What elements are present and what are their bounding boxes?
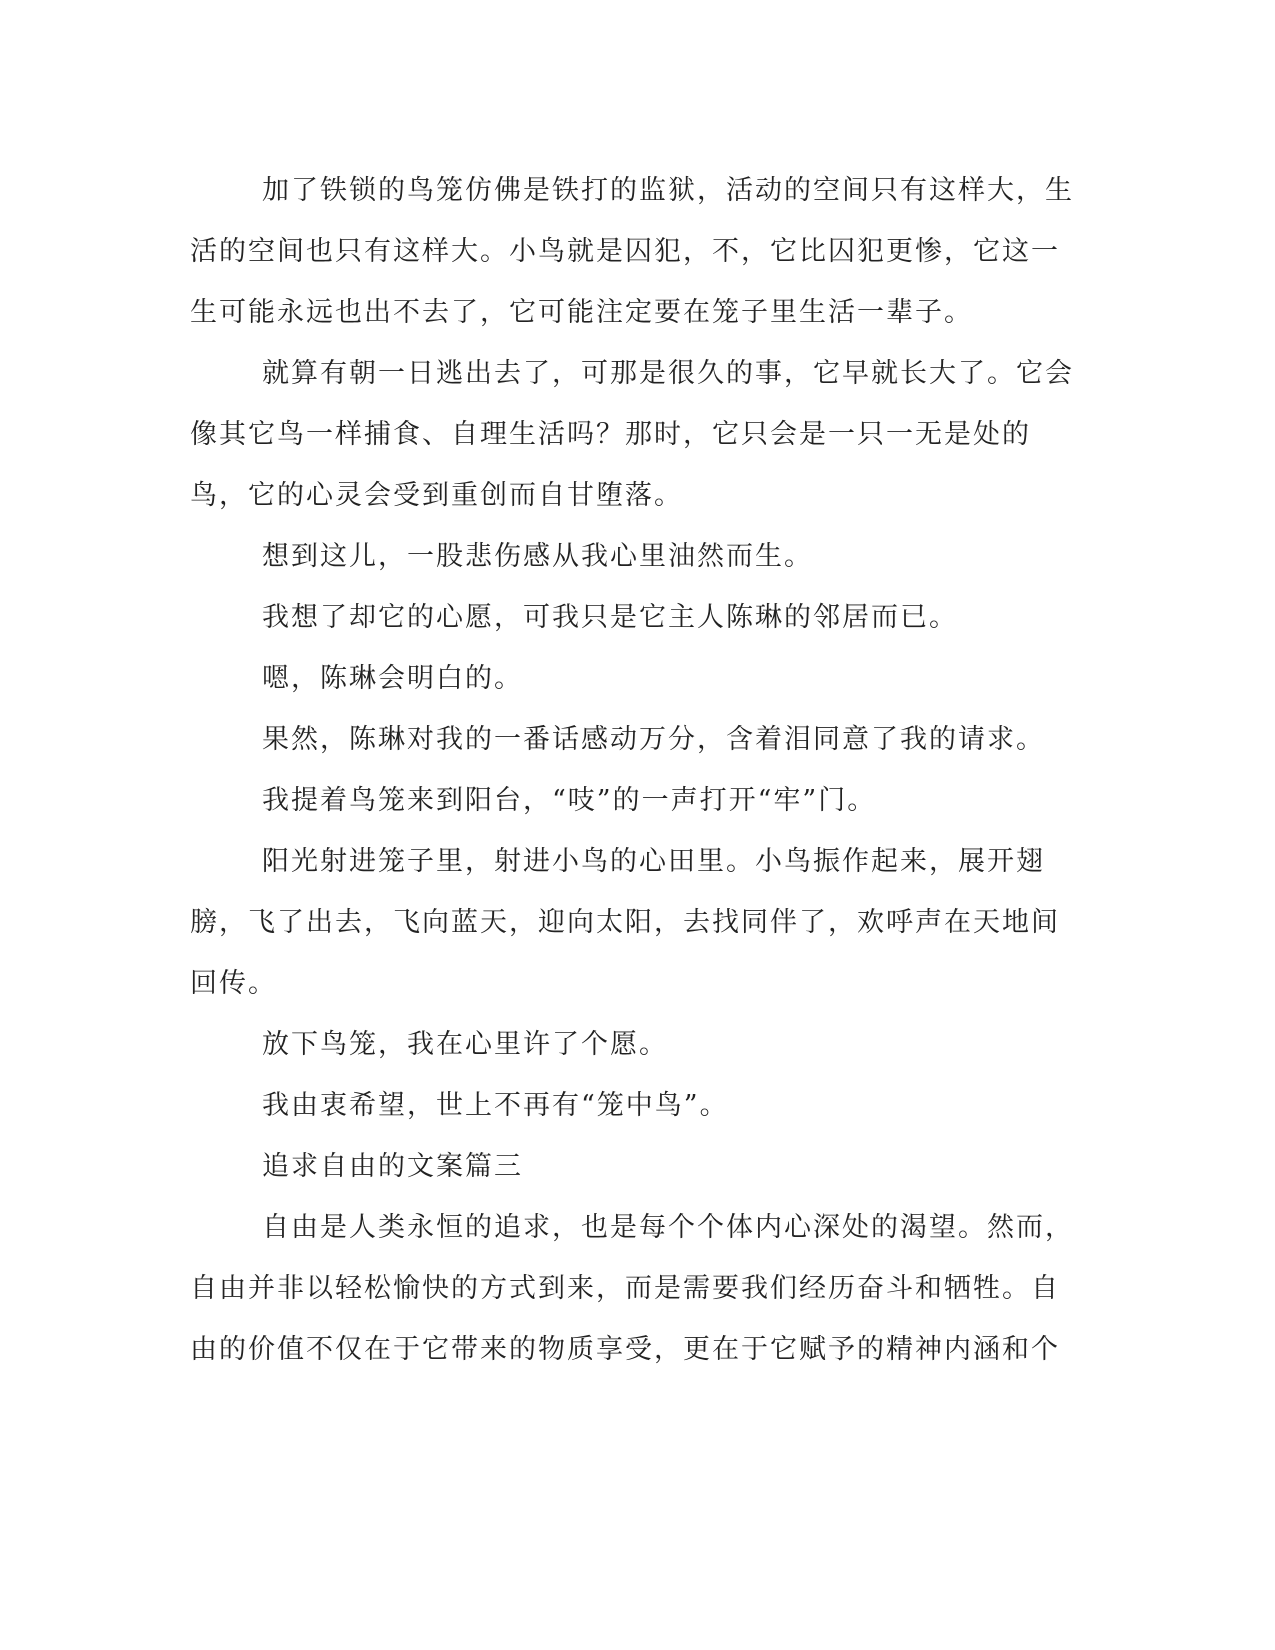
- paragraph-5: 嗯，陈琳会明白的。: [262, 663, 523, 694]
- paragraph-8: 阳光射进笼子里，射进小鸟的心田里。小鸟振作起来，展开翅膀，飞了出去，飞向蓝天，迎向太阳，去找同伴了，欢呼声在天地间回传。: [190, 846, 1060, 999]
- paragraph-6: 果然，陈琳对我的一番话感动万分，含着泪同意了我的请求。: [262, 724, 1045, 755]
- paragraph-3: 想到这儿，一股悲伤感从我心里油然而生。: [262, 541, 813, 572]
- paragraph-4: 我想了却它的心愿，可我只是它主人陈琳的邻居而已。: [262, 602, 958, 633]
- paragraph-2: 就算有朝一日逃出去了，可那是很久的事，它早就长大了。它会像其它鸟一样捕食、自理生活吗？那时，它只会是一只一无是处的鸟，它的心灵会受到重创而自甘堕落。: [190, 358, 1074, 511]
- paragraph-11: 自由是人类永恒的追求，也是每个个体内心深处的渴望。然而，自由并非以轻松愉快的方式到来，而是需要我们经历奋斗和牺牲。自由的价值不仅在于它带来的物质享受，更在于它赋予的精神内涵和个: [190, 1212, 1074, 1365]
- paragraph-10: 我由衷希望，世上不再有“笼中鸟”。: [262, 1090, 729, 1121]
- section-heading: 追求自由的文案篇三: [262, 1151, 523, 1182]
- paragraph-1: 加了铁锁的鸟笼仿佛是铁打的监狱，活动的空间只有这样大，生活的空间也只有这样大。小鸟就是囚犯，不，它比囚犯更惨，它这一生可能永远也出不去了，它可能注定要在笼子里生活一辈子。: [190, 175, 1074, 328]
- document-body: [190, 160, 1075, 1380]
- paragraph-7: 我提着鸟笼来到阳台，“吱”的一声打开“牢”门。: [262, 785, 877, 816]
- paragraph-9: 放下鸟笼，我在心里许了个愿。: [262, 1029, 668, 1060]
